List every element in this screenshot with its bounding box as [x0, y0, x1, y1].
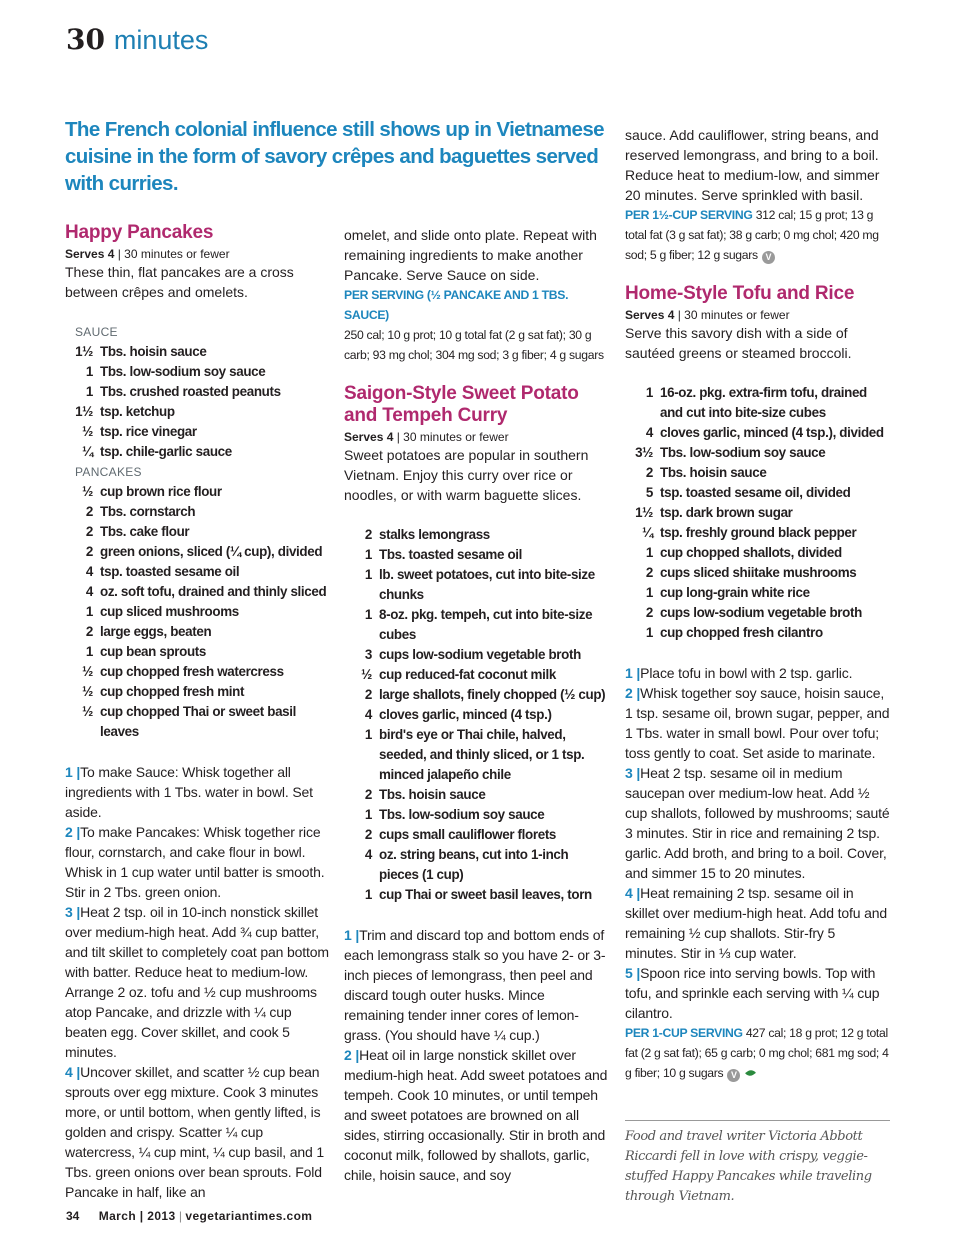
ingredient-qty: ½: [82, 424, 93, 439]
instruction-step: 4 |Heat remaining 2 tsp. sesame oil in skillet over medium-high heat. Add tofu and remaining ½ cup shallots. Stir-fry 5 minutes. Stir in ⅓ cup water.: [625, 885, 888, 961]
ingredient-text: cups sliced shiitake mushrooms: [660, 565, 857, 580]
lead-paragraph: The French colonial influence still shows up in Vietnamese cuisine in the form of savory crêpes and baguettes served with curries.: [65, 118, 604, 195]
instruction-step: 2 |Heat oil in large nonstick skillet over medium-high heat. Add sweet potatoes and tempeh. Cook 10 minutes, or until tempeh and sweet potatoes are browned on all sides, stirring occasionally. Stir in broth and coconut milk, followed by shallots, garlic, chile, hoisin sauce, and soy: [344, 1047, 608, 1183]
ingredient-item: [344, 525, 608, 545]
ingredient-text: stalks lemongrass: [379, 527, 490, 542]
ingredient-item: [625, 423, 890, 443]
ingredient-text: cup chopped shallots, divided: [660, 545, 842, 560]
ingredient-text: cups low-sodium vegetable broth: [660, 605, 862, 620]
ingredient-item: [65, 542, 335, 562]
ingredient-qty: 2: [645, 465, 653, 480]
ingredient-text: cloves garlic, minced (4 tsp.), divided: [660, 425, 884, 440]
ingredient-item: [65, 522, 335, 542]
ingredient-qty: ½: [82, 704, 93, 719]
ingredient-item: [65, 442, 335, 462]
ingredient-item: [65, 482, 335, 502]
ingredient-list: [625, 383, 890, 643]
ingredient-text: cloves garlic, minced (4 tsp.): [379, 707, 552, 722]
ingredient-item: [344, 685, 608, 705]
ingredient-text: tsp. toasted sesame oil: [100, 564, 240, 579]
step-number: 4: [625, 885, 633, 901]
ingredient-text: oz. string beans, cut into 1-inch pieces (1 cup): [379, 847, 569, 882]
column-2: [344, 225, 608, 1185]
instruction-step: 1 |Place tofu in bowl with 2 tsp. garlic.: [625, 665, 853, 681]
ingredient-qty: 4: [85, 564, 93, 579]
ingredient-qty: 1: [364, 887, 372, 902]
instruction-step: 2 |Whisk together soy sauce, hoisin sauce, 1 tsp. sesame oil, brown sugar, pepper, and 1 Tbs. water in small bowl. Pour over tofu; toss gently to coat. Set aside to marinate.: [625, 685, 890, 761]
ingredient-qty: 2: [364, 527, 372, 542]
step-text: To make Sauce: Whisk together all ingredients with 1 Tbs. water in bowl. Set aside.: [65, 764, 313, 820]
ingredient-qty: 2: [85, 624, 93, 639]
ingredient-text: oz. soft tofu, drained and thinly sliced: [100, 584, 327, 599]
recipe-serves: Serves 4 | 30 minutes or fewer: [65, 247, 230, 261]
ingredient-item: [344, 805, 608, 825]
page-footer: 34 March | 2013 | vegetariantimes.com: [66, 1209, 313, 1223]
ingredient-qty: 1: [364, 547, 372, 562]
ingredient-qty: 3½: [635, 445, 653, 460]
ingredient-qty: 5: [645, 485, 653, 500]
ingredient-text: Tbs. cake flour: [100, 524, 190, 539]
ingredient-item: [344, 725, 608, 785]
ingredient-qty: 2: [645, 565, 653, 580]
ingredient-qty: 1: [85, 364, 93, 379]
step-text: Spoon rice into serving bowls. Top with tofu, and sprinkle each serving with ¼ cup cilantro.: [625, 965, 880, 1021]
ingredient-text: tsp. chile-garlic sauce: [100, 444, 232, 459]
ingredient-qty: ½: [361, 667, 372, 682]
ingredient-qty: 2: [364, 687, 372, 702]
instruction-step: 4 |Uncover skillet, and scatter ½ cup bean sprouts over egg mixture. Cook 3 minutes more, or until bottom, when gently lifted, is golden and crispy. Scatter ¼ cup watercress, ¼ cup mint, ¼ cup basil, and 1 Tbs. green onions over bean sprouts. Fold Pancake in half, like an: [65, 1064, 325, 1200]
ingredient-item: [344, 545, 608, 565]
ingredient-qty: 1: [85, 604, 93, 619]
ingredient-text: cup chopped fresh watercress: [100, 664, 284, 679]
ingredient-item: [344, 785, 608, 805]
ingredient-item: [625, 543, 890, 563]
ingredient-qty: 2: [645, 605, 653, 620]
step-text: Place tofu in bowl with 2 tsp. garlic.: [640, 665, 853, 681]
ingredient-text: large shallots, finely chopped (½ cup): [379, 687, 606, 702]
ingredient-qty: 4: [645, 425, 653, 440]
continued-text: omelet, and slide onto plate. Repeat with remaining ingredients to make another Pancake. Serve Sauce on side.: [344, 227, 597, 283]
header-word: minutes: [113, 25, 209, 55]
ingredient-section-label: SAUCE: [75, 325, 118, 339]
ingredient-qty: 1: [364, 727, 372, 742]
ingredient-text: lb. sweet potatoes, cut into bite-size chunks: [379, 567, 595, 602]
ingredient-item: [344, 825, 608, 845]
ingredient-qty: 1: [364, 807, 372, 822]
ingredient-qty: ½: [82, 484, 93, 499]
step-number: 1: [625, 665, 633, 681]
ingredient-text: tsp. ketchup: [100, 404, 175, 419]
ingredient-text: Tbs. hoisin sauce: [100, 344, 207, 359]
author-note: Food and travel writer Victoria Abbott Riccardi fell in love with crispy, veggie-stuffed Happy Pancakes while traveling through Vietnam.: [625, 1120, 890, 1207]
step-number: 2: [65, 824, 73, 840]
instruction-step: 3 |Heat 2 tsp. oil in 10-inch nonstick skillet over medium-high heat. Add ¾ cup batter, and tilt skillet to completely coat pan bottom with batter. Reduce heat to medium-low. Arrange 2 oz. tofu and ½ cup mushrooms atop Pancake, and drizzle with ¼ cup beaten egg. Cover skillet, and cook 5 minutes.: [65, 904, 329, 1060]
ingredient-qty: ¼: [642, 525, 653, 540]
recipe-intro: Serve this savory dish with a side of sautéed greens or steamed broccoli.: [625, 325, 852, 361]
ingredient-item: [625, 443, 890, 463]
ingredient-text: Tbs. crushed roasted peanuts: [100, 384, 281, 399]
ingredient-qty: 1: [85, 644, 93, 659]
header-number: 30: [66, 23, 105, 56]
ingredient-qty: 1½: [75, 344, 93, 359]
ingredient-qty: 2: [85, 504, 93, 519]
ingredient-text: cup chopped fresh mint: [100, 684, 245, 699]
ingredient-text: cup long-grain white rice: [660, 585, 810, 600]
ingredient-qty: 2: [364, 827, 372, 842]
step-text: Heat 2 tsp. sesame oil in medium saucepan over medium-low heat. Add ½ cup shallots, followed by mushrooms; sauté 3 minutes. Stir in rice and remaining 2 tsp. garlic. Add broth, and bring to a boil. Cover, and simmer 15 to 20 minutes.: [625, 765, 890, 881]
ingredient-qty: 1: [645, 385, 653, 400]
ingredient-item: [65, 502, 335, 522]
ingredient-text: tsp. dark brown sugar: [660, 505, 793, 520]
ingredient-qty: 4: [364, 707, 372, 722]
ingredient-text: Tbs. low-sodium soy sauce: [379, 807, 545, 822]
ingredient-item: [65, 662, 335, 682]
instruction-step: 2 |To make Pancakes: Whisk together rice flour, cornstarch, and cake flour in bowl. Whisk in 1 cup water until batter is smooth. Stir in 2 Tbs. green onion.: [65, 824, 325, 900]
ingredient-item: [65, 422, 335, 442]
recipe-title: Home-Style Tofu and Rice: [625, 283, 855, 304]
instruction-list: [625, 663, 890, 1023]
ingredient-item: [344, 645, 608, 665]
ingredient-text: cup chopped Thai or sweet basil leaves: [100, 704, 296, 739]
issue-date: March | 2013: [98, 1209, 176, 1223]
ingredient-text: Tbs. low-sodium soy sauce: [100, 364, 266, 379]
ingredient-item: [65, 362, 335, 382]
instruction-list: [344, 925, 608, 1185]
ingredient-qty: 1: [645, 625, 653, 640]
recipe-intro: These thin, flat pancakes are a cross between crêpes and omelets.: [65, 264, 294, 300]
ingredient-text: Tbs. toasted sesame oil: [379, 547, 523, 562]
ingredient-item: [625, 383, 890, 423]
nutrition-info: PER 1½-CUP SERVING 312 cal; 15 g prot; 13 g total fat (3 g sat fat); 38 g carb; 0 mg chol; 420 mg sod; 5 g fiber; 12 g sugars V: [625, 208, 879, 262]
ingredient-item: [65, 642, 335, 662]
ingredient-item: [625, 583, 890, 603]
step-text: Uncover skillet, and scatter ½ cup bean sprouts over egg mixture. Cook 3 minutes more, or until bottom, when gently lifted, is golden and crispy. Scatter ¼ cup watercress, ¼ cup mint, ¼ cup basil, and 1 Tbs. green onions over bean sprouts. Fold Pancake in half, like an: [65, 1064, 325, 1200]
ingredient-item: [625, 503, 890, 523]
ingredient-text: cup sliced mushrooms: [100, 604, 239, 619]
ingredient-list: [344, 525, 608, 905]
ingredient-text: cup brown rice flour: [100, 484, 222, 499]
recipe-intro: Sweet potatoes are popular in southern Vietnam. Enjoy this curry over rice or noodles, or with warm baguette slices.: [344, 447, 589, 503]
ingredient-text: Tbs. hoisin sauce: [660, 465, 767, 480]
ingredient-qty: ½: [82, 664, 93, 679]
ingredient-qty: 1: [364, 607, 372, 622]
instruction-step: 3 |Heat 2 tsp. sesame oil in medium saucepan over medium-low heat. Add ½ cup shallots, followed by mushrooms; sauté 3 minutes. Stir in rice and remaining 2 tsp. garlic. Add broth, and bring to a boil. Cover, and simmer 15 to 20 minutes.: [625, 765, 890, 881]
ingredient-text: cup bean sprouts: [100, 644, 207, 659]
ingredient-text: 8-oz. pkg. tempeh, cut into bite-size cubes: [379, 607, 593, 642]
step-number: 4: [65, 1064, 73, 1080]
recipe-serves: Serves 4 | 30 minutes or fewer: [625, 308, 790, 322]
ingredient-text: tsp. freshly ground black pepper: [660, 525, 857, 540]
vegan-icon: V: [727, 1069, 740, 1082]
ingredient-item: [625, 463, 890, 483]
vegan-icon: V: [762, 251, 775, 264]
ingredient-text: Tbs. low-sodium soy sauce: [660, 445, 826, 460]
recipe-title: Saigon-Style Sweet Potato and Tempeh Curry: [344, 383, 579, 426]
ingredient-text: large eggs, beaten: [100, 624, 212, 639]
ingredient-text: cups small cauliflower florets: [379, 827, 557, 842]
ingredient-item: [625, 623, 890, 643]
ingredient-item: [625, 523, 890, 543]
ingredient-qty: 4: [364, 847, 372, 862]
ingredient-qty: 1½: [635, 505, 653, 520]
instruction-step: 1 |To make Sauce: Whisk together all ingredients with 1 Tbs. water in bowl. Set aside.: [65, 764, 313, 820]
ingredient-list: [65, 482, 335, 742]
ingredient-item: [65, 342, 335, 362]
step-text: Whisk together soy sauce, hoisin sauce, 1 tsp. sesame oil, brown sugar, pepper, and 1 Tbs. water in small bowl. Pour over tofu; toss gently to coat. Set aside to marinate.: [625, 685, 890, 761]
ingredient-item: [65, 682, 335, 702]
page-number: 34: [66, 1209, 80, 1223]
ingredient-list: [65, 342, 335, 462]
ingredient-text: cup Thai or sweet basil leaves, torn: [379, 887, 592, 902]
ingredient-qty: 1: [364, 567, 372, 582]
ingredient-text: bird's eye or Thai chile, halved, seeded, and thinly sliced, or 1 tsp. minced jalapeño chile: [379, 727, 585, 782]
step-text: To make Pancakes: Whisk together rice flour, cornstarch, and cake flour in bowl. Whisk in 1 cup water until batter is smooth. Stir in 2 Tbs. green onion.: [65, 824, 325, 900]
ingredient-text: tsp. toasted sesame oil, divided: [660, 485, 851, 500]
ingredient-qty: ¼: [82, 444, 93, 459]
ingredient-qty: 1: [85, 384, 93, 399]
continued-text: sauce. Add cauliflower, string beans, and reserved lemongrass, and bring to a boil. Reduce heat to medium-low, and simmer 20 minutes. Serve sprinkled with basil.: [625, 127, 880, 203]
ingredient-text: Tbs. hoisin sauce: [379, 787, 486, 802]
ingredient-item: [344, 565, 608, 605]
nutrition-info: PER SERVING (½ PANCAKE AND 1 TBS. SAUCE) 250 cal; 10 g prot; 10 g total fat (2 g sat fat); 30 g carb; 93 mg chol; 304 mg sod; 3 g fiber; 4 g sugars: [344, 288, 604, 362]
step-number: 1: [65, 764, 73, 780]
ingredient-qty: 1: [645, 545, 653, 560]
ingredient-qty: 3: [364, 647, 372, 662]
ingredient-qty: 4: [85, 584, 93, 599]
instruction-list: [65, 762, 335, 1202]
ingredient-section-label: PANCAKES: [75, 465, 142, 479]
step-text: Trim and discard top and bottom ends of each lemongrass stalk so you have 2- or 3-inch pieces of lemongrass, then peel and discard tough outer husks. Mince remaining tender inner cores of lemon-grass. (You should have ¼ cup.): [344, 927, 606, 1043]
ingredient-text: green onions, sliced (¼ cup), divided: [100, 544, 323, 559]
step-text: Heat 2 tsp. oil in 10-inch nonstick skillet over medium-high heat. Add ¾ cup batter, and tilt skillet to completely coat pan bottom with batter. Reduce heat to medium-low. Arrange 2 oz. tofu and ½ cup mushrooms atop Pancake, and drizzle with ¼ cup beaten egg. Cover skillet, and cook 5 minutes.: [65, 904, 329, 1060]
recipe-serves: Serves 4 | 30 minutes or fewer: [344, 430, 509, 444]
ingredient-qty: 2: [85, 524, 93, 539]
ingredient-item: [65, 382, 335, 402]
ingredient-item: [65, 402, 335, 422]
instruction-step: 1 |Trim and discard top and bottom ends of each lemongrass stalk so you have 2- or 3-inch pieces of lemongrass, then peel and discard tough outer husks. Mince remaining tender inner cores of lemon-grass. (You should have ¼ cup.): [344, 927, 606, 1043]
step-number: 3: [65, 904, 73, 920]
ingredient-qty: ½: [82, 684, 93, 699]
step-number: 3: [625, 765, 633, 781]
ingredient-text: cups low-sodium vegetable broth: [379, 647, 581, 662]
ingredient-qty: 2: [364, 787, 372, 802]
ingredient-qty: 1½: [75, 404, 93, 419]
step-text: Heat remaining 2 tsp. sesame oil in skillet over medium-high heat. Add tofu and remaining ½ cup shallots. Stir-fry 5 minutes. Stir in ⅓ cup water.: [625, 885, 888, 961]
website-link[interactable]: vegetariantimes.com: [185, 1209, 313, 1223]
ingredient-text: 16-oz. pkg. extra-firm tofu, drained and cut into bite-size cubes: [660, 385, 867, 420]
step-number: 5: [625, 965, 633, 981]
instruction-step: 5 |Spoon rice into serving bowls. Top with tofu, and sprinkle each serving with ¼ cup cilantro.: [625, 965, 880, 1021]
ingredient-text: Tbs. cornstarch: [100, 504, 196, 519]
section-header: [66, 22, 208, 58]
column-3: [625, 125, 890, 1083]
ingredient-item: [625, 563, 890, 583]
ingredient-item: [65, 602, 335, 622]
ingredient-item: [344, 605, 608, 645]
ingredient-text: cup chopped fresh cilantro: [660, 625, 823, 640]
nutrition-info: PER 1-CUP SERVING 427 cal; 18 g prot; 12 g total fat (2 g sat fat); 65 g carb; 0 mg chol; 681 mg sod; 4 g fiber; 10 g sugars V: [625, 1026, 889, 1080]
ingredient-qty: 1: [645, 585, 653, 600]
ingredient-item: [344, 845, 608, 885]
step-number: 2: [344, 1047, 352, 1063]
ingredient-item: [65, 622, 335, 642]
step-number: 2: [625, 685, 633, 701]
recipe-title: Happy Pancakes: [65, 222, 214, 243]
leaf-icon: [745, 1068, 756, 1078]
step-text: Heat oil in large nonstick skillet over medium-high heat. Add sweet potatoes and tempeh. Cook 10 minutes, or until tempeh and sweet potatoes are browned on all sides, stirring occasionally. Stir in broth and coconut milk, followed by shallots, garlic, chile, hoisin sauce, and soy: [344, 1047, 608, 1183]
ingredient-item: [65, 562, 335, 582]
ingredient-item: [65, 702, 335, 742]
recipe-happy-pancakes: [65, 222, 335, 1202]
ingredient-item: [625, 603, 890, 623]
ingredient-item: [344, 885, 608, 905]
ingredient-text: cup reduced-fat coconut milk: [379, 667, 556, 682]
step-number: 1: [344, 927, 352, 943]
ingredient-item: [625, 483, 890, 503]
ingredient-item: [344, 665, 608, 685]
ingredient-qty: 2: [85, 544, 93, 559]
ingredient-item: [344, 705, 608, 725]
ingredient-item: [65, 582, 335, 602]
ingredient-text: tsp. rice vinegar: [100, 424, 197, 439]
